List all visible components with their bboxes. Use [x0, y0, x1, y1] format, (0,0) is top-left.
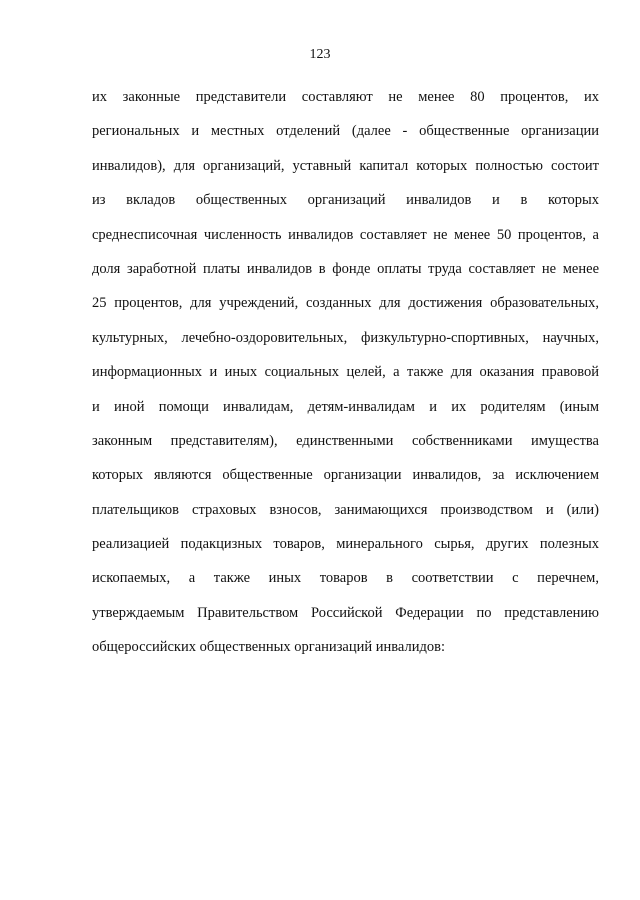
text-line: ископаемых, а также иных товаров в соответствии с перечнем,: [92, 570, 599, 587]
text-line: информационных и иных социальных целей, а также для оказания правовой: [92, 364, 599, 381]
text-line: из вкладов общественных организаций инвалидов и в которых: [92, 192, 599, 209]
text-line: их законные представители составляют не менее 80 процентов, их: [92, 89, 599, 105]
body-text: [92, 80, 599, 665]
text-line: законным представителям), единственными собственниками имущества: [92, 432, 599, 449]
text-line: которых являются общественные организации инвалидов, за исключением: [92, 467, 599, 484]
text-line: доля заработной платы инвалидов в фонде оплаты труда составляет не менее: [92, 260, 599, 277]
text-line: 25 процентов, для учреждений, созданных для достижения образовательных,: [92, 295, 599, 312]
text-line: культурных, лечебно-оздоровительных, физкультурно-спортивных, научных,: [92, 329, 599, 346]
text-line: реализацией подакцизных товаров, минерального сырья, других полезных: [92, 536, 599, 553]
text-line: региональных и местных отделений (далее - общественные организации: [92, 123, 599, 140]
text-line: плательщиков страховых взносов, занимающихся производством и (или): [92, 501, 599, 518]
page-number: 123: [309, 47, 331, 62]
text-line: и иной помощи инвалидам, детям-инвалидам и их родителям (иным: [92, 398, 599, 415]
text-line-last: общероссийских общественных организаций инвалидов:: [92, 639, 445, 656]
text-line: среднесписочная численность инвалидов составляет не менее 50 процентов, а: [92, 226, 599, 243]
text-line: утверждаемым Правительством Российской Федерации по представлению: [92, 604, 599, 621]
text-line: инвалидов), для организаций, уставный капитал которых полностью состоит: [92, 157, 599, 174]
